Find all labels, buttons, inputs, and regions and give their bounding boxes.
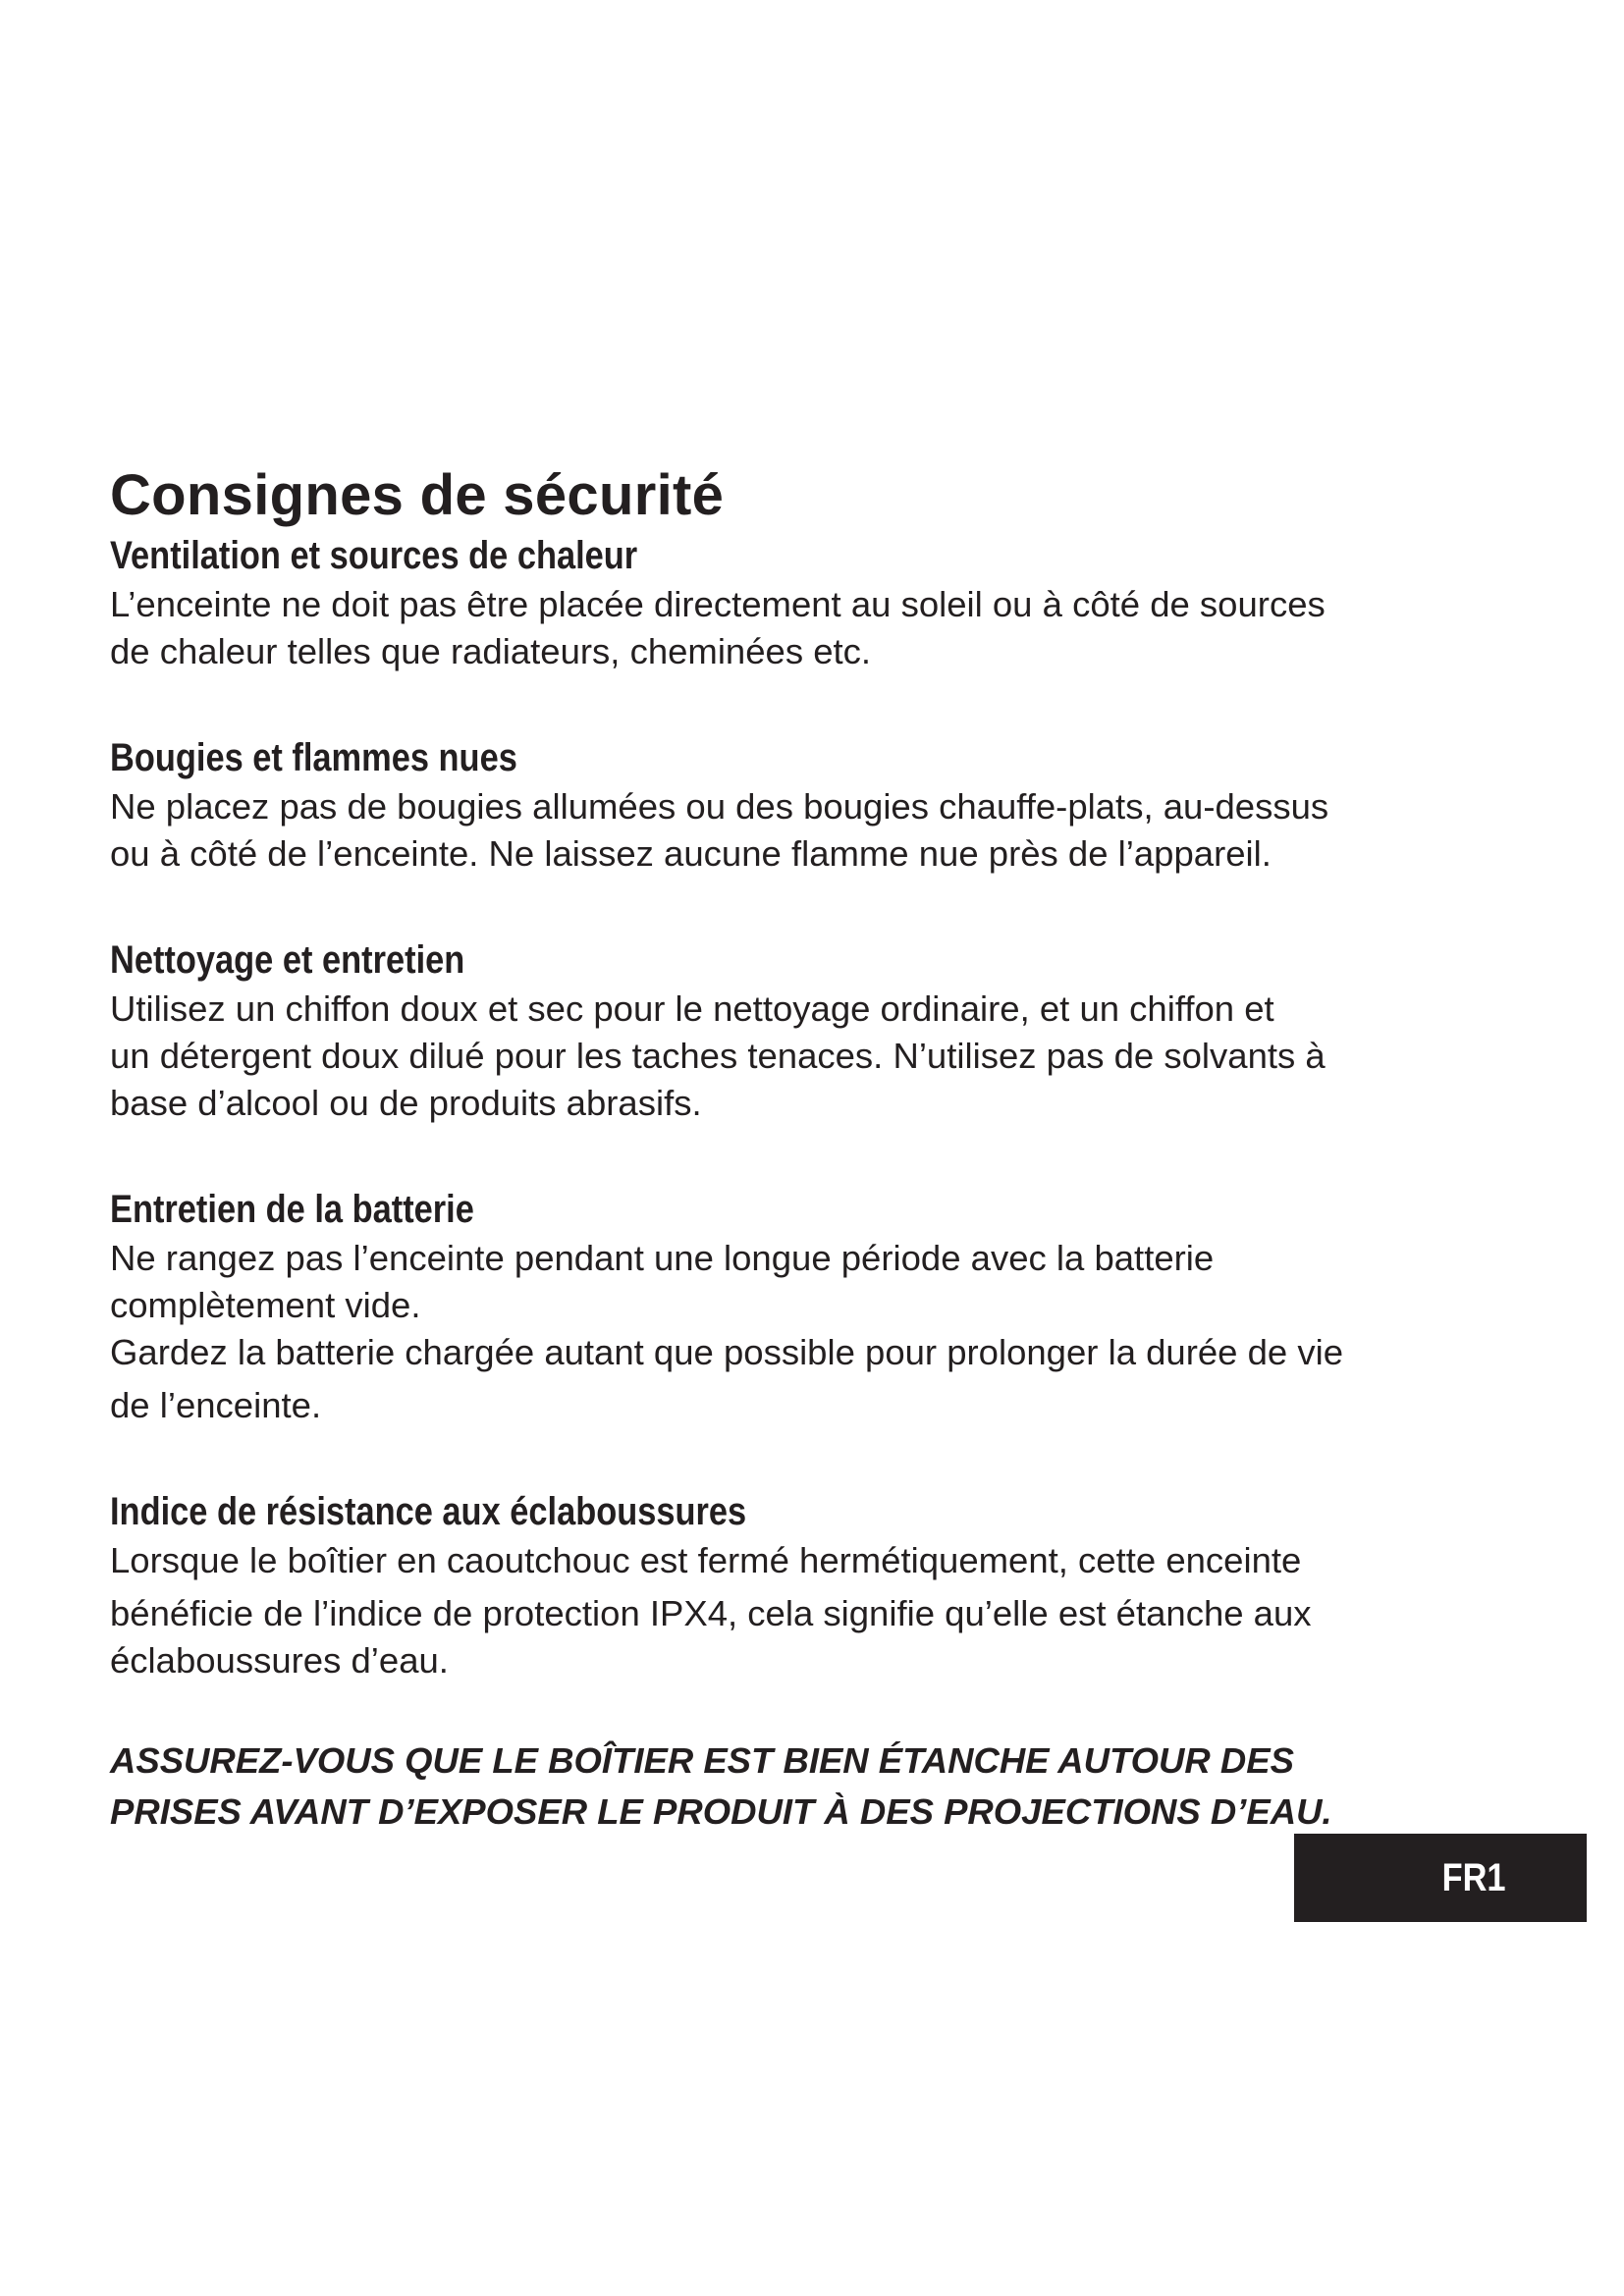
section-body	[110, 1235, 1553, 1429]
page-title: Consignes de sécurité	[110, 463, 725, 527]
section-heading: Ventilation et sources de chaleur	[110, 534, 638, 577]
body-line: de chaleur telles que radiateurs, cheminées etc.	[110, 631, 872, 671]
section-heading: Nettoyage et entretien	[110, 938, 465, 982]
body-line: éclaboussures d’eau.	[110, 1640, 449, 1681]
page-number-label: FR1	[1442, 1855, 1506, 1899]
body-line: Ne placez pas de bougies allumées ou des bougies chauffe-plats, au-dessus	[110, 786, 1329, 827]
body-line: Utilisez un chiffon doux et sec pour le nettoyage ordinaire, et un chiffon et	[110, 988, 1274, 1029]
page-number-badge	[1294, 1834, 1587, 1922]
body-line: Lorsque le boîtier en caoutchouc est fermé hermétiquement, cette enceinte	[110, 1540, 1302, 1580]
section-ventilation	[110, 530, 1553, 675]
section-heading: Indice de résistance aux éclaboussures	[110, 1490, 747, 1533]
section-bougies	[110, 732, 1553, 878]
body-line: ou à côté de l’enceinte. Ne laissez aucune flamme nue près de l’appareil.	[110, 833, 1272, 874]
body-line: de l’enceinte.	[110, 1385, 322, 1425]
section-body	[110, 1537, 1553, 1684]
splash-warning	[110, 1735, 1332, 1838]
section-heading: Entretien de la batterie	[110, 1188, 474, 1231]
warning-line: PRISES AVANT D’EXPOSER LE PRODUIT À DES PROJECTIONS D’EAU.	[110, 1791, 1332, 1832]
body-line: Gardez la batterie chargée autant que possible pour prolonger la durée de vie	[110, 1332, 1344, 1372]
section-eclaboussures	[110, 1486, 1553, 1684]
body-line: un détergent doux dilué pour les taches tenaces. N’utilisez pas de solvants à	[110, 1036, 1326, 1076]
section-body	[110, 581, 1553, 675]
warning-line: ASSUREZ-VOUS QUE LE BOÎTIER EST BIEN ÉTANCHE AUTOUR DES	[110, 1740, 1294, 1781]
body-line: bénéficie de l’indice de protection IPX4, cela signifie qu’elle est étanche aux	[110, 1593, 1312, 1633]
section-body	[110, 986, 1553, 1127]
body-line: Ne rangez pas l’enceinte pendant une longue période avec la batterie	[110, 1238, 1215, 1278]
section-nettoyage	[110, 934, 1553, 1127]
body-line: complètement vide.	[110, 1285, 421, 1325]
body-line: L’enceinte ne doit pas être placée directement au soleil ou à côté de sources	[110, 584, 1326, 624]
body-line: base d’alcool ou de produits abrasifs.	[110, 1083, 702, 1123]
section-batterie	[110, 1184, 1553, 1429]
section-body	[110, 783, 1553, 878]
section-heading: Bougies et flammes nues	[110, 736, 517, 779]
